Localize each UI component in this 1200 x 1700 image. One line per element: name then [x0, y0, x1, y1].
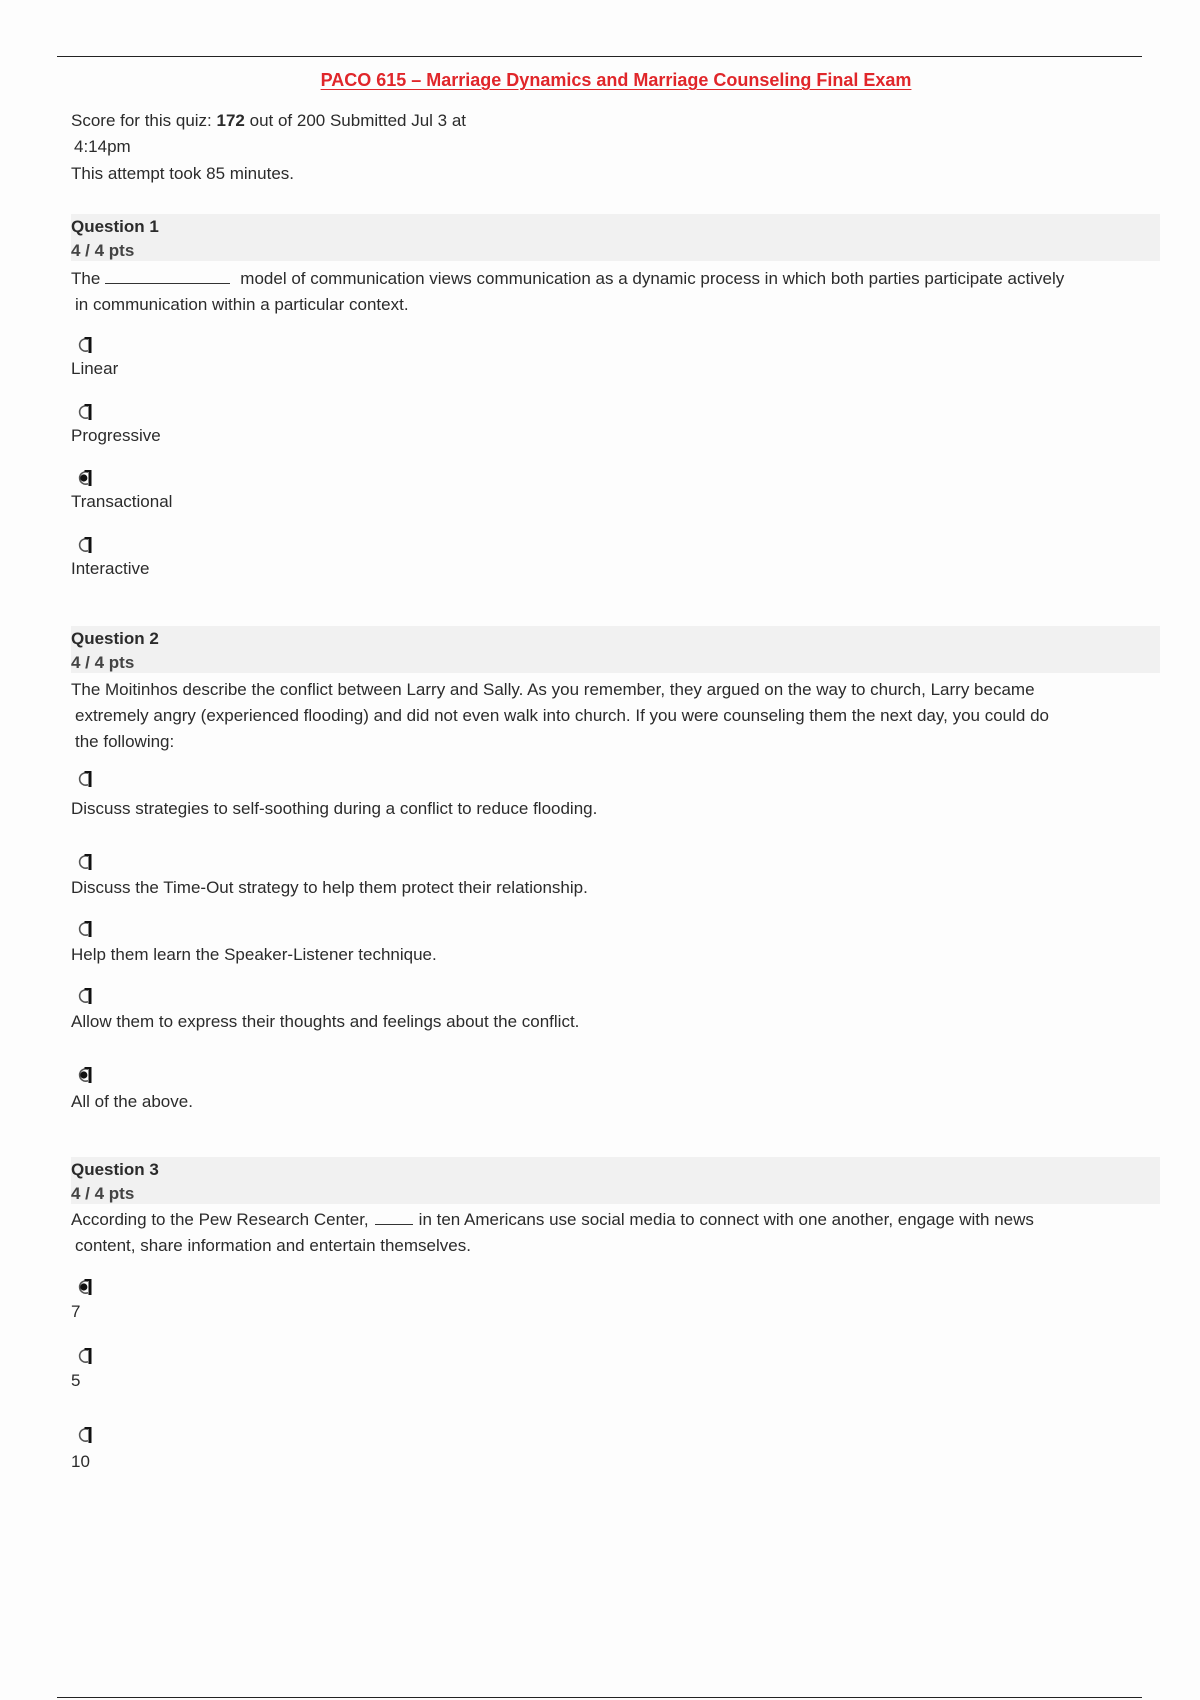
answer-option-label: Discuss strategies to self-soothing during a conflict to reduce flooding. — [71, 799, 598, 818]
question-text — [71, 266, 1161, 318]
answer-option-label: 5 — [71, 1371, 81, 1390]
answer-option-label: 10 — [71, 1452, 90, 1471]
bottom-rule — [57, 1697, 1142, 1698]
question-text-line: the following: — [75, 732, 175, 751]
radio-unchecked-icon — [75, 335, 94, 355]
answer-option-label: Allow them to express their thoughts and feelings about the conflict. — [71, 1012, 580, 1031]
radio-selected-dot — [80, 1071, 87, 1078]
answer-option-label: Progressive — [71, 426, 161, 445]
question-text — [71, 1207, 1161, 1259]
radio-unchecked-icon — [75, 986, 94, 1006]
question-title: Question 3 — [71, 1160, 159, 1179]
answer-option-label: Transactional — [71, 492, 173, 511]
submitted-time: 4:14pm — [74, 137, 131, 156]
attempt-duration: This attempt took 85 minutes. — [71, 164, 294, 183]
radio-button[interactable] — [75, 1065, 94, 1085]
radio-unchecked-icon — [75, 402, 94, 422]
radio-button[interactable] — [75, 335, 94, 355]
exam-title: PACO 615 – Marriage Dynamics and Marriage Counseling Final Exam — [320, 70, 912, 90]
answer-option-label: Interactive — [71, 559, 150, 578]
radio-unchecked-icon — [75, 769, 94, 789]
fill-blank — [105, 267, 230, 284]
radio-button[interactable] — [75, 769, 94, 789]
question-header — [71, 626, 1160, 673]
question-title: Question 2 — [71, 629, 159, 648]
question-text-start: The — [71, 269, 101, 288]
question-title: Question 1 — [71, 217, 159, 236]
question-text-line: in communication within a particular context. — [75, 295, 409, 314]
score-suffix: out of 200 Submitted Jul 3 at — [244, 111, 467, 130]
radio-button[interactable] — [75, 986, 94, 1006]
question-points: 4 / 4 pts — [71, 241, 135, 260]
radio-button[interactable] — [75, 535, 94, 555]
answer-option-label: All of the above. — [71, 1092, 193, 1111]
question-text-end: model of communication views communication as a dynamic process in which both parties participate actively — [240, 269, 1065, 288]
score-line — [71, 111, 466, 131]
radio-unchecked-icon — [75, 1425, 94, 1445]
radio-checked-icon — [75, 468, 94, 488]
top-rule — [57, 56, 1142, 57]
question-points: 4 / 4 pts — [71, 1184, 135, 1203]
radio-button[interactable] — [75, 468, 94, 488]
question-text-end: in ten Americans use social media to connect with one another, engage with news — [418, 1210, 1034, 1229]
answer-option-label: 7 — [71, 1302, 81, 1321]
question-text-line: extremely angry (experienced flooding) and did not even walk into church. If you were counseling them the next day, you could do — [75, 706, 1049, 725]
question-text — [71, 677, 1161, 755]
radio-button[interactable] — [75, 402, 94, 422]
score-value: 172 — [216, 111, 245, 130]
question-points: 4 / 4 pts — [71, 653, 135, 672]
radio-checked-icon — [75, 1065, 94, 1085]
question-text-line: content, share information and entertain themselves. — [75, 1236, 471, 1255]
question-text-start: According to the Pew Research Center, — [71, 1210, 369, 1229]
radio-unchecked-icon — [75, 852, 94, 872]
answer-option-label: Linear — [71, 359, 119, 378]
radio-button[interactable] — [75, 1425, 94, 1445]
question-text-line: The Moitinhos describe the conflict between Larry and Sally. As you remember, they argued on the way to church, Larry became — [71, 680, 1035, 699]
radio-selected-dot — [80, 1283, 87, 1290]
radio-checked-icon — [75, 1277, 94, 1297]
score-prefix: Score for this quiz: — [71, 111, 217, 130]
answer-option-label: Discuss the Time-Out strategy to help them protect their relationship. — [71, 878, 588, 897]
radio-button[interactable] — [75, 919, 94, 939]
radio-unchecked-icon — [75, 1346, 94, 1366]
question-header — [71, 214, 1160, 261]
radio-button[interactable] — [75, 852, 94, 872]
fill-blank — [375, 1208, 413, 1225]
radio-selected-dot — [80, 474, 87, 481]
question-header — [71, 1157, 1160, 1204]
radio-button[interactable] — [75, 1346, 94, 1366]
radio-unchecked-icon — [75, 535, 94, 555]
radio-unchecked-icon — [75, 919, 94, 939]
answer-option-label: Help them learn the Speaker-Listener technique. — [71, 945, 437, 964]
radio-button[interactable] — [75, 1277, 94, 1297]
